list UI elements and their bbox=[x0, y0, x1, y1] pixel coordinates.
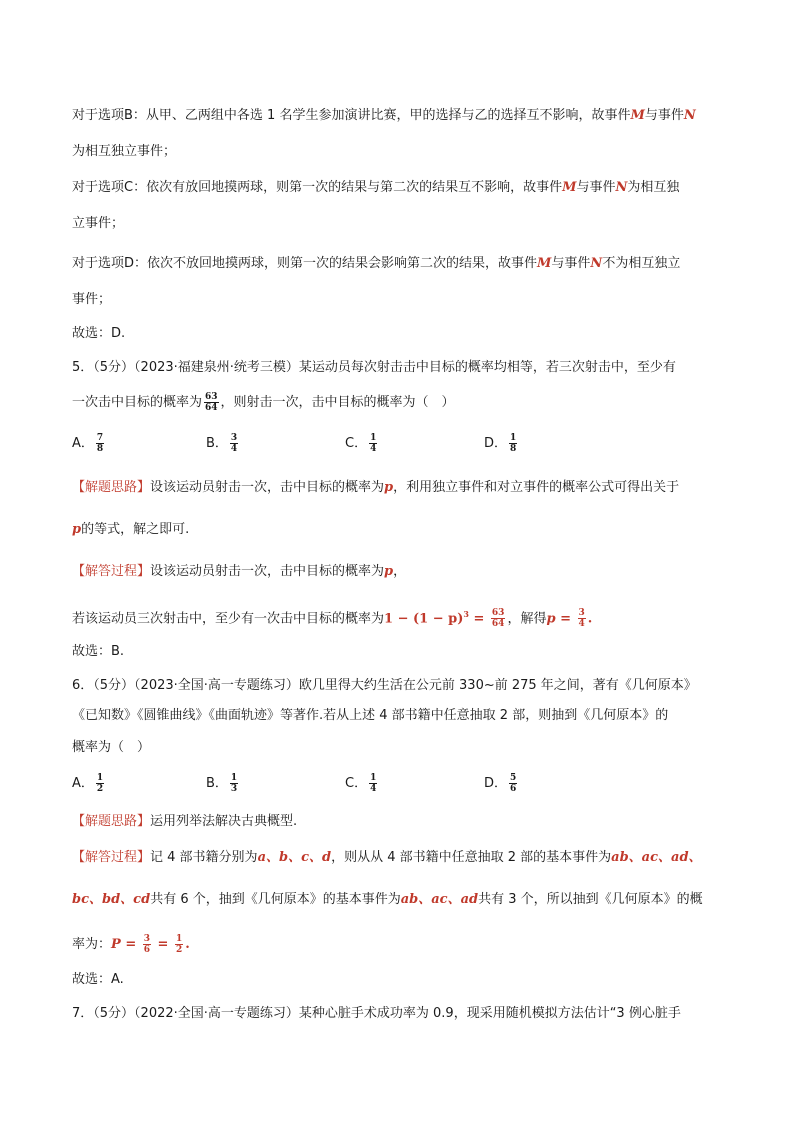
hint-tag: 【解题思路】 bbox=[72, 814, 151, 829]
exponent: 3 bbox=[463, 609, 469, 619]
numerator: 1 bbox=[510, 433, 517, 443]
option-b bbox=[206, 432, 240, 456]
denominator: 6 bbox=[510, 784, 517, 794]
option-letter: B． bbox=[206, 436, 228, 451]
text: 设该运动员射击一次，击中目标的概率为 bbox=[150, 480, 385, 495]
q6-stem-line-1 bbox=[72, 676, 697, 696]
numerator: 5 bbox=[510, 773, 517, 783]
text: 《已知数》《圆锥曲线》《曲面轨迹》等著作.若从上述 4 部书籍中任意抽取 2 部，则抽到《几何原本》的 bbox=[72, 708, 669, 723]
text: 运用列举法解决古典概型. bbox=[150, 814, 298, 829]
q5-stem-line-2 bbox=[72, 392, 455, 413]
option-letter: D． bbox=[484, 776, 508, 791]
text: 7．（5分）（2022·全国·高一专题练习）某种心脏手术成功率为 0.9，现采用随机模拟方法估计“3 例心脏手 bbox=[72, 1006, 681, 1021]
option-c bbox=[345, 772, 379, 796]
denominator: 4 bbox=[370, 444, 377, 454]
text: 6．（5分）（2023·全国·高一专题练习）欧几里得大约生活在公元前 330~前 275 年之间，著有《几何原本》 bbox=[72, 678, 697, 693]
q5-hint-line-1 bbox=[72, 478, 679, 498]
var-n: N bbox=[615, 180, 628, 195]
fraction-63-64 bbox=[491, 608, 506, 629]
text: 对于选项C：依次有放回地摸两球，则第一次的结果与第二次的结果互不影响，故事件 bbox=[72, 180, 563, 195]
text: 与事件 bbox=[644, 108, 684, 123]
text: 立事件； bbox=[72, 216, 125, 231]
answer-q6 bbox=[72, 970, 124, 990]
text: 故选：B. bbox=[72, 644, 125, 659]
equals: = bbox=[468, 611, 489, 627]
option-letter: C． bbox=[345, 436, 368, 451]
answer-q4 bbox=[72, 324, 125, 344]
text: ，解得 bbox=[507, 611, 547, 627]
text: 共有 3 个，所以抽到《几何原本》的概 bbox=[478, 892, 703, 907]
numerator: 3 bbox=[578, 608, 585, 619]
numerator: 1 bbox=[370, 773, 377, 783]
text: 5．（5分）（2023·福建泉州·统考三模）某运动员每次射击击中目标的概率均相等，若三次射击中，至少有 bbox=[72, 360, 676, 375]
option-c-line-1 bbox=[72, 178, 679, 198]
numerator: 63 bbox=[205, 392, 218, 402]
var-n: N bbox=[683, 108, 696, 123]
text: 的等式，解之即可. bbox=[81, 522, 190, 537]
text: 故选：A. bbox=[72, 972, 124, 987]
book-labels: a、b、c、d bbox=[257, 850, 332, 865]
expression: 1 − (1 − p) bbox=[384, 611, 464, 627]
numerator: 63 bbox=[491, 608, 505, 619]
numerator: 7 bbox=[96, 433, 104, 443]
option-fraction bbox=[96, 773, 104, 794]
q6-stem-line-3 bbox=[72, 738, 150, 758]
option-b-line-2 bbox=[72, 142, 176, 162]
option-a bbox=[72, 772, 106, 796]
text: 概率为（ ） bbox=[72, 740, 151, 755]
fraction-63-64 bbox=[204, 392, 219, 413]
var-m: M bbox=[537, 256, 552, 271]
fraction-3-4 bbox=[578, 608, 586, 629]
fraction-1-2 bbox=[175, 934, 183, 955]
option-fraction bbox=[369, 433, 377, 454]
text: ，利用独立事件和对立事件的概率公式可得出关于 bbox=[393, 480, 680, 495]
option-fraction bbox=[509, 433, 517, 454]
p-equals: p = bbox=[546, 611, 576, 627]
text: 与事件 bbox=[551, 256, 591, 271]
option-fraction bbox=[230, 773, 238, 794]
var-m: M bbox=[562, 180, 577, 195]
text: 记 4 部书籍分别为 bbox=[150, 850, 258, 865]
solution-tag: 【解答过程】 bbox=[72, 564, 151, 579]
pairs: bc、bd、cd bbox=[72, 892, 151, 907]
q6-hint bbox=[72, 812, 297, 832]
q5-hint-line-2 bbox=[72, 520, 189, 540]
text: 故选：D. bbox=[72, 326, 126, 341]
option-letter: C． bbox=[345, 776, 368, 791]
text: 不为相互独立 bbox=[602, 256, 681, 271]
numerator: 1 bbox=[230, 773, 238, 783]
var-p: p bbox=[72, 522, 82, 537]
q5-solution-line-1 bbox=[72, 562, 406, 582]
denominator: 4 bbox=[370, 784, 377, 794]
period: . bbox=[185, 937, 190, 952]
text: 事件； bbox=[72, 292, 112, 307]
option-letter: B． bbox=[206, 776, 228, 791]
numerator: 1 bbox=[370, 433, 377, 443]
hint-tag: 【解题思路】 bbox=[72, 480, 151, 495]
denominator: 6 bbox=[143, 945, 151, 955]
solution-tag: 【解答过程】 bbox=[72, 850, 151, 865]
denominator: 64 bbox=[491, 619, 505, 630]
denominator: 64 bbox=[205, 403, 218, 413]
option-d-line-1 bbox=[72, 254, 680, 274]
var-p: p bbox=[384, 480, 394, 495]
option-letter: D． bbox=[484, 436, 508, 451]
q7-stem-line-1 bbox=[72, 1004, 681, 1024]
option-d-line-2 bbox=[72, 290, 111, 310]
fraction-3-6 bbox=[143, 934, 151, 955]
q6-solution-line-1 bbox=[72, 848, 702, 868]
var-n: N bbox=[590, 256, 603, 271]
option-fraction bbox=[96, 433, 104, 454]
q6-solution-line-3 bbox=[72, 934, 190, 955]
text: 为相互独立事件； bbox=[72, 144, 177, 159]
text: 对于选项D：依次不放回地摸两球，则第一次的结果会影响第二次的结果，故事件 bbox=[72, 256, 538, 271]
denominator: 8 bbox=[510, 444, 517, 454]
denominator: 8 bbox=[96, 444, 104, 454]
text: 一次击中目标的概率为 bbox=[72, 395, 203, 410]
text: 对于选项B：从甲、乙两组中各选 1 名学生参加演讲比赛，甲的选择与乙的选择互不影响，故事件 bbox=[72, 108, 631, 123]
option-letter: A． bbox=[72, 436, 94, 451]
var-m: M bbox=[630, 108, 645, 123]
pairs: ab、ac、ad bbox=[400, 892, 479, 907]
equals: = bbox=[153, 937, 173, 952]
denominator: 2 bbox=[96, 784, 104, 794]
pairs: ab、ac、ad、 bbox=[611, 850, 702, 865]
option-d bbox=[484, 432, 519, 456]
answer-q5 bbox=[72, 642, 124, 662]
option-a bbox=[72, 432, 106, 456]
q5-stem-line-1 bbox=[72, 358, 676, 378]
text: ， bbox=[393, 564, 407, 579]
option-d bbox=[484, 772, 519, 796]
period: . bbox=[587, 611, 593, 627]
text: 率为： bbox=[72, 937, 112, 952]
option-b bbox=[206, 772, 240, 796]
text: 若该运动员三次射击中，至少有一次击中目标的概率为 bbox=[72, 611, 385, 627]
q6-stem-line-2 bbox=[72, 706, 668, 726]
option-fraction bbox=[509, 773, 517, 794]
denominator: 4 bbox=[230, 444, 238, 454]
q5-solution-line-2 bbox=[72, 604, 592, 629]
option-c bbox=[345, 432, 379, 456]
text: ，则从从 4 部书籍中任意抽取 2 部的基本事件为 bbox=[331, 850, 612, 865]
option-fraction bbox=[230, 433, 238, 454]
text: 与事件 bbox=[576, 180, 616, 195]
text: ，则射击一次，击中目标的概率为（ ） bbox=[220, 395, 455, 410]
p-equals: P = bbox=[111, 937, 141, 952]
denominator: 3 bbox=[230, 784, 238, 794]
numerator: 1 bbox=[175, 934, 183, 944]
option-fraction bbox=[369, 773, 377, 794]
var-p: p bbox=[384, 564, 394, 579]
denominator: 2 bbox=[175, 945, 183, 955]
numerator: 3 bbox=[143, 934, 151, 944]
option-c-line-2 bbox=[72, 214, 124, 234]
option-b-line-1 bbox=[72, 106, 696, 126]
text: 设该运动员射击一次，击中目标的概率为 bbox=[150, 564, 385, 579]
text: 为相互独 bbox=[627, 180, 680, 195]
option-letter: A． bbox=[72, 776, 94, 791]
text: 共有 6 个，抽到《几何原本》的基本事件为 bbox=[150, 892, 401, 907]
numerator: 1 bbox=[96, 773, 104, 783]
q6-solution-line-2 bbox=[72, 890, 703, 910]
numerator: 3 bbox=[230, 433, 238, 443]
denominator: 4 bbox=[578, 619, 585, 630]
